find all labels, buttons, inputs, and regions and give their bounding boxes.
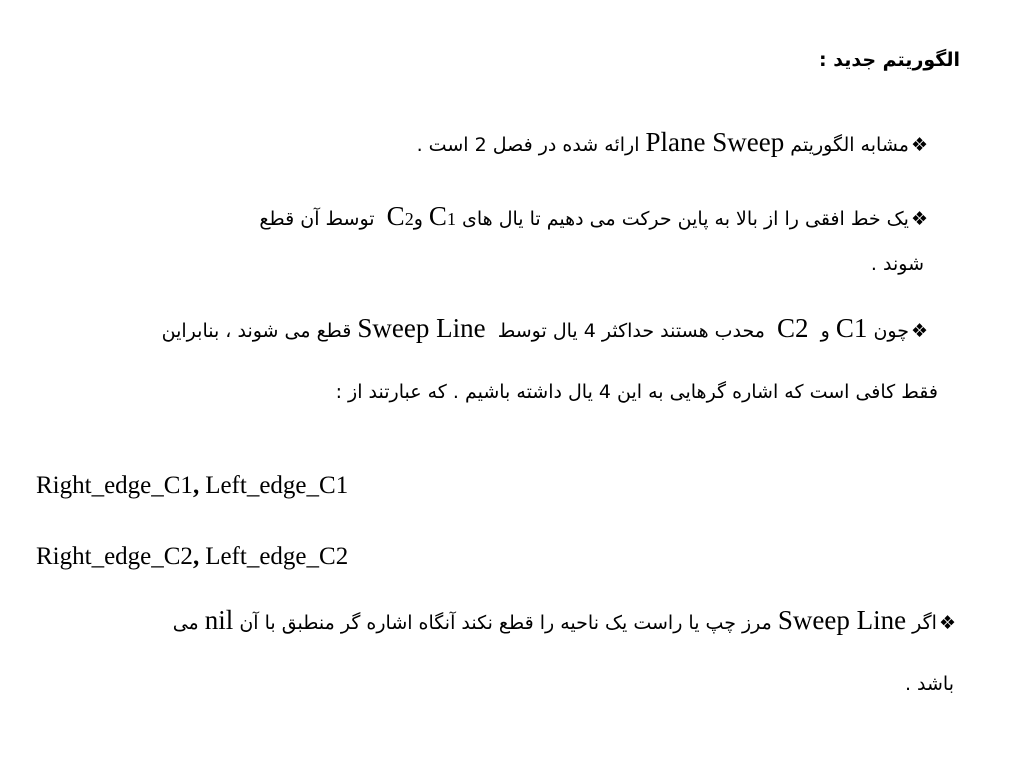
bullet-4-continuation: باشد . (904, 673, 954, 695)
nil-label: nil (204, 605, 234, 635)
bullet-1-text-end: ارائه شده در فصل 2 است . (416, 134, 640, 156)
bullet-3-text-start: چون (873, 320, 909, 342)
bullet-3 (162, 314, 928, 345)
edge-pointers-c2: Right_edge_C2, Left_edge_C2 (36, 543, 349, 570)
bullet-3-text-end: قطع می شوند ، بنابراین (161, 320, 352, 342)
bullet-4-text-mid: مرز چپ یا راست یک ناحیه را قطع نکند آنگاه اشاره گر منطبق با آن (239, 612, 772, 634)
diamond-bullet-icon: ❖ (910, 134, 928, 156)
bullet-4 (173, 606, 956, 637)
bullet-4-latin: Sweep Line (777, 605, 907, 635)
bullet-1-latin: Plane Sweep (645, 127, 785, 157)
bullet-2-text-end: توسط آن قطع (259, 208, 375, 230)
bullet-2 (259, 202, 928, 233)
bullet-4-text-start: اگر (912, 612, 937, 634)
bullet-2-text-start: یک خط افقی را از بالا به پاین حرکت می دهیم تا یال های (461, 208, 909, 230)
bullet-4-text-end: می (172, 612, 199, 634)
c1-label: C1 (835, 313, 868, 343)
c1-symbol: C1 (428, 201, 456, 231)
diamond-bullet-icon: ❖ (910, 320, 928, 342)
bullet-3-text-mid: محدب هستند حداکثر 4 یال توسط (497, 320, 765, 342)
bullet-2-and: و (413, 208, 423, 230)
c2-label: C2 (777, 313, 809, 343)
diamond-bullet-icon: ❖ (910, 208, 928, 230)
bullet-3-latin: Sweep Line (357, 313, 486, 343)
diamond-bullet-icon: ❖ (938, 612, 956, 634)
bullet-3-and: و (820, 320, 830, 342)
slide-title: الگوریتم جدید : (819, 49, 960, 71)
bullet-3-continuation: فقط کافی است که اشاره گرهایی به این 4 یال داشته باشیم . که عبارتند از : (335, 381, 938, 403)
edge-pointers-c1: Right_edge_C1, Left_edge_C1 (36, 472, 349, 499)
c2-symbol: C2 (386, 201, 414, 231)
bullet-1 (417, 128, 928, 159)
bullet-2-continuation: شوند . (870, 253, 924, 275)
bullet-1-text-start: مشابه الگوریتم (790, 134, 909, 156)
